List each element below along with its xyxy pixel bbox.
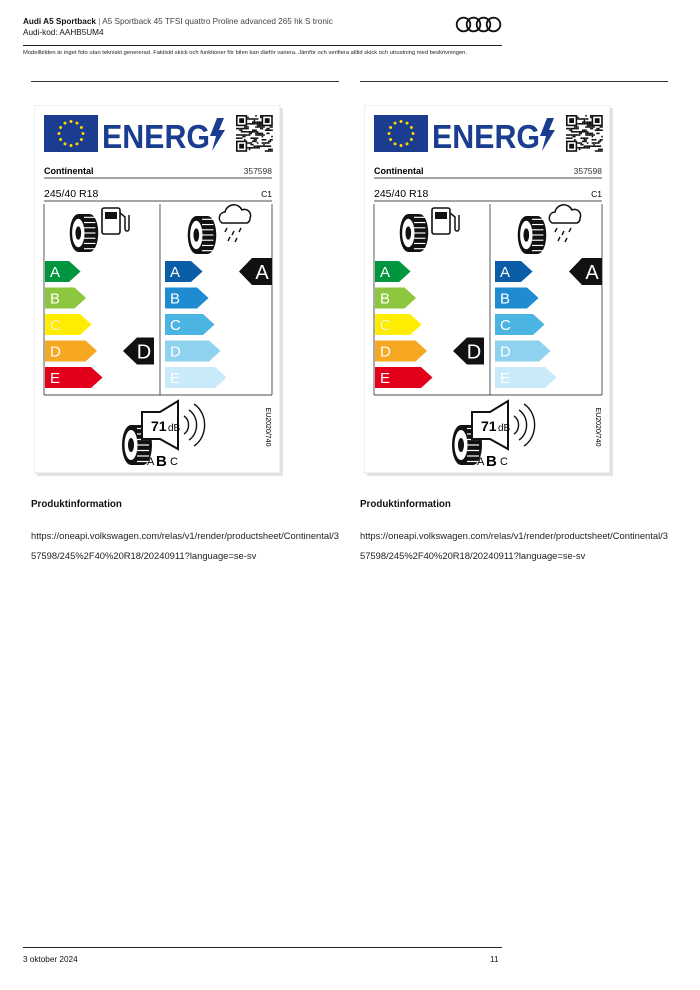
tyre-brand: Continental — [374, 166, 424, 176]
noise-class-letter: B — [486, 453, 497, 470]
header-separator: | — [98, 17, 101, 26]
eu-star — [400, 144, 403, 147]
eu-star — [406, 122, 409, 125]
wet-class-letter: E — [170, 370, 181, 387]
tyre-energy-label — [364, 105, 614, 477]
product-info-title: Produktinformation — [31, 499, 122, 510]
wet-rating-letter: A — [255, 262, 269, 284]
eu-star — [389, 138, 392, 141]
noise-class-letter: A — [147, 456, 155, 468]
noise-unit: dB — [498, 423, 511, 434]
noise-class-letter: C — [170, 456, 178, 468]
tyre-article-number: 357598 — [573, 166, 602, 176]
tyre-size: 245/40 R18 — [374, 188, 429, 200]
tyre-class: C1 — [261, 189, 272, 199]
fuel-class-letter: C — [50, 317, 61, 334]
eu-star — [80, 126, 83, 129]
header-rule — [23, 45, 502, 46]
eu-star — [400, 120, 403, 123]
product-info-title: Produktinformation — [360, 499, 451, 510]
header-model: A5 Sportback 45 TFSI quattro Proline advanced 265 hk S tronic — [102, 17, 333, 26]
disclaimer: Modellbilden är inget foto utan tekniskt genererad. Faktiskt skick och funktioner för bilen kan därför variera. Jämför och verifiera alltid skick och utrustning med beskrivningen. — [23, 50, 467, 56]
fuel-class-letter: D — [50, 343, 61, 361]
noise-db-value: 71 — [481, 418, 497, 434]
eu-star — [394, 122, 397, 125]
noise-class-letter: C — [500, 456, 508, 468]
wet-class-letter: B — [500, 290, 511, 308]
noise-class-scale — [477, 453, 508, 470]
fuel-rating-letter: D — [136, 341, 152, 364]
tyre-icon — [188, 216, 217, 254]
fuel-class-letter: E — [380, 370, 391, 387]
eu-star — [82, 132, 85, 135]
wet-class-letter: A — [170, 264, 181, 281]
regulation-number: EU2020/740 — [594, 407, 601, 447]
wet-class-letter: D — [500, 343, 511, 361]
wet-class-letter: D — [170, 343, 181, 361]
fuel-class-letter: B — [380, 290, 391, 308]
header-code: Audi-kod: AAHB5UM4 — [23, 28, 104, 37]
noise-db-value: 71 — [151, 418, 167, 434]
fuel-class-letter: E — [50, 370, 61, 387]
tyre-label — [34, 105, 284, 477]
header-brand: Audi A5 Sportback — [23, 17, 96, 26]
eu-star — [76, 122, 79, 125]
eu-star — [76, 142, 79, 145]
footer-date: 3 oktober 2024 — [23, 955, 78, 964]
tyre-article-number: 357598 — [243, 166, 272, 176]
eu-star — [394, 142, 397, 145]
tyre-energy-label — [34, 105, 284, 477]
energy-title: ENERG — [432, 118, 540, 155]
fuel-rating-letter: D — [466, 341, 482, 364]
eu-star — [58, 132, 61, 135]
wet-class-letter: B — [170, 290, 181, 308]
noise-class-scale — [147, 453, 178, 470]
eu-star — [59, 138, 62, 141]
column-rule-left — [31, 81, 339, 82]
eu-star — [410, 126, 413, 129]
wet-rating-letter: A — [585, 262, 599, 284]
wet-class-letter: E — [500, 370, 511, 387]
eu-star — [410, 138, 413, 141]
eu-star — [80, 138, 83, 141]
noise-class-letter: B — [156, 453, 167, 470]
noise-unit: dB — [168, 423, 181, 434]
product-info-link[interactable]: https://oneapi.volkswagen.com/relas/v1/render/productsheet/Continental/357598/245%2F40%20R18/20240911?language=se-sv — [360, 530, 668, 561]
product-info-link[interactable]: https://oneapi.volkswagen.com/relas/v1/render/productsheet/Continental/357598/245%2F40%20R18/20240911?language=se-sv — [31, 530, 339, 561]
footer-page-number: 11 — [490, 955, 499, 964]
tyre-class: C1 — [591, 189, 602, 199]
tyre-icon — [518, 216, 547, 254]
audi-rings-logo — [455, 16, 502, 33]
eu-star — [59, 126, 62, 129]
eu-star — [70, 120, 73, 123]
fuel-class-letter: D — [380, 343, 391, 361]
tyre-label — [364, 105, 614, 477]
wet-class-letter: A — [500, 264, 511, 281]
eu-star — [70, 144, 73, 147]
tyre-size: 245/40 R18 — [44, 188, 99, 200]
eu-star — [406, 142, 409, 145]
energy-title: ENERG — [102, 118, 210, 155]
tyre-icon — [70, 214, 99, 252]
footer-rule — [23, 947, 502, 948]
eu-star — [64, 122, 67, 125]
fuel-class-letter: B — [50, 290, 61, 308]
eu-star — [412, 132, 415, 135]
eu-star — [64, 142, 67, 145]
page-header — [23, 16, 503, 38]
fuel-class-letter: C — [380, 317, 391, 334]
wet-class-letter: C — [170, 317, 181, 334]
tyre-icon — [400, 214, 429, 252]
fuel-class-letter: A — [380, 264, 391, 281]
header-title-line — [23, 16, 503, 27]
noise-class-letter: A — [477, 456, 485, 468]
tyre-brand: Continental — [44, 166, 94, 176]
column-rule-right — [360, 81, 668, 82]
regulation-number: EU2020/740 — [264, 407, 271, 447]
eu-star — [389, 126, 392, 129]
fuel-class-letter: A — [50, 264, 61, 281]
wet-class-letter: C — [500, 317, 511, 334]
eu-star — [388, 132, 391, 135]
